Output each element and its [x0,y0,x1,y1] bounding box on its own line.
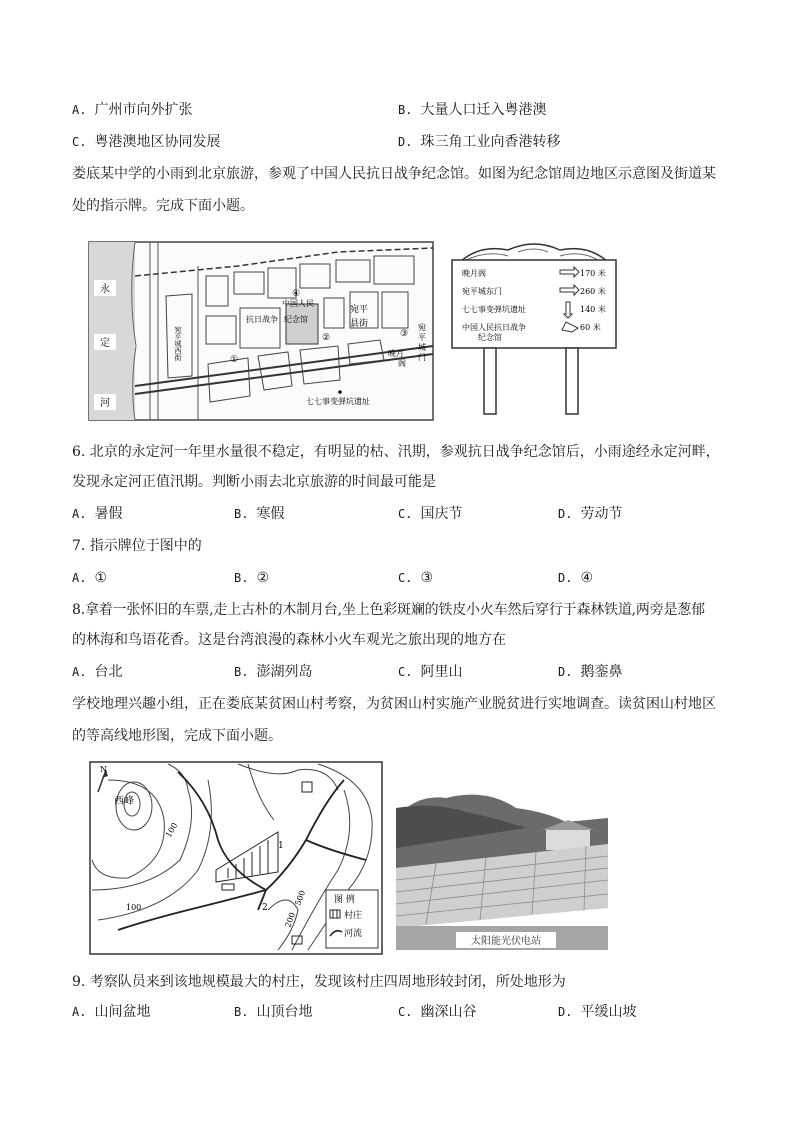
site-label: 七七事变弹坑遗址 [306,397,370,406]
solar-photo [396,788,608,954]
q9-option-d: D. 平缓山坡 [558,1004,637,1020]
museum-building [286,304,318,344]
sign-row1-name: 晚月阁 [462,269,486,278]
north-label: N [100,765,107,774]
contour-100a: 100 [163,821,180,839]
sign-row3-dist: 140 米 [580,305,606,314]
river-char-1: 永 [100,284,110,295]
q8-option-a: A. 台北 [72,664,123,680]
museum-label-1: 中国人民 [282,299,314,308]
marker-3: ③ [400,329,409,339]
site-dot [338,390,342,394]
q6-stem-line2: 发现永定河正值汛期。判断小雨去北京旅游的时间最可能是 [72,474,436,490]
gate-label-4: 门 [418,353,426,362]
sign-row2-dist: 260 米 [580,287,606,296]
legend-title: 图 例 [334,895,355,905]
gate-label-2: 平 [418,333,426,342]
contour-map [88,760,384,960]
q8-stem-line1: 8.拿着一张怀旧的车票,走上古朴的木制月台,坐上色彩斑斓的铁皮小火车然后穿行于森林铁道,两旁是葱郁 [72,602,705,618]
museum-label-3: 纪念馆 [284,315,308,324]
signboard-figure [448,236,620,420]
intro1-line2: 处的指示牌。完成下面小题。 [72,198,254,214]
marker-1: ① [230,355,239,365]
q6-option-a: A. 暑假 [72,506,123,522]
intro2-line1: 学校地理兴趣小组，正在娄底某贫困山村考察，为贫困山村实施产业脱贫进行实地调查。读贫困山村地区 [72,696,716,712]
museum-area-map [88,236,438,428]
legend-village: 村庄 [344,911,363,921]
sign-row4-name: 中国人民抗日战争 [462,323,526,332]
q9-stem: 9. 考察队员来到该地规模最大的村庄，发现该村庄四周地形较封闭，所处地形为 [72,974,566,990]
q6-option-d: D. 劳动节 [558,506,623,522]
contour-500: 500 [293,889,308,907]
q8-option-d: D. 鹅銮鼻 [558,664,623,680]
sign-row1-dist: 170 米 [580,269,606,278]
intro1-line1: 娄底某中学的小雨到北京旅游，参观了中国人民抗日战争纪念馆。如图为纪念馆周边地区示意图及街道某 [72,166,716,182]
q9-option-c: C. 幽深山谷 [398,1004,477,1020]
wanyue-label-1: 晚月 [388,349,404,358]
intro2-line2: 的等高线地形图，完成下面小题。 [72,728,282,744]
gate-label-3: 城 [418,343,426,352]
q8-option-b: B. 澎湖列岛 [234,664,313,680]
sign-row3-name: 七七事变弹坑遗址 [462,305,526,314]
q5-option-b: B. 大量人口迁入粤港澳 [398,102,547,118]
gate-label-1: 宛 [418,323,426,332]
q8-stem-line2: 的林海和鸟语花香。这是台湾浪漫的森林小火车观光之旅出现的地方在 [72,632,506,648]
county-street-2: 县街 [350,319,369,329]
q6-stem-line1: 6. 北京的永定河一年里水量很不稳定，有明显的枯、汛期，参观抗日战争纪念馆后，小雨途经永定河畔， [72,444,720,460]
q6-option-c: C. 国庆节 [398,506,463,522]
sign-row4-name-2: 纪念馆 [478,333,502,342]
contour-200: 200 [283,911,298,929]
q7-option-d: D. ④ [558,570,594,586]
q7-option-c: C. ③ [398,570,434,586]
wanyue-label-2: 阁 [398,359,406,368]
west-street-label: 宛平城西街 [174,326,182,361]
sign-row2-name: 宛平城东门 [462,287,502,296]
q7-option-a: A. ① [72,570,108,586]
county-street-1: 宛平 [350,305,369,315]
marker-4: ④ [292,289,301,299]
q9-option-a: A. 山间盆地 [72,1004,151,1020]
q5-option-d: D. 珠三角工业向香港转移 [398,134,561,150]
peak-label: 西峰 [114,796,134,807]
marker-2: ② [322,333,331,343]
marker-map2-2: 2 [262,903,268,913]
contour-100b: 100 [126,903,142,912]
sign-row4-dist: 60 米 [580,323,601,332]
q7-stem: 7. 指示牌位于图中的 [72,538,202,554]
q5-option-c: C. 粤港澳地区协同发展 [72,134,221,150]
museum-label-2: 抗日战争 [246,315,278,324]
marker-map2-1: 1 [278,841,284,851]
photo-caption: 太阳能光伏电站 [471,936,541,947]
river-strip [89,242,135,420]
q7-option-b: B. ② [234,570,270,586]
river-char-3: 河 [100,398,110,409]
q6-option-b: B. 寒假 [234,506,285,522]
legend-river: 河流 [344,929,363,939]
river-char-2: 定 [100,338,110,349]
q9-option-b: B. 山顶台地 [234,1004,313,1020]
q8-option-c: C. 阿里山 [398,664,463,680]
q5-option-a: A. 广州市向外扩张 [72,102,193,118]
